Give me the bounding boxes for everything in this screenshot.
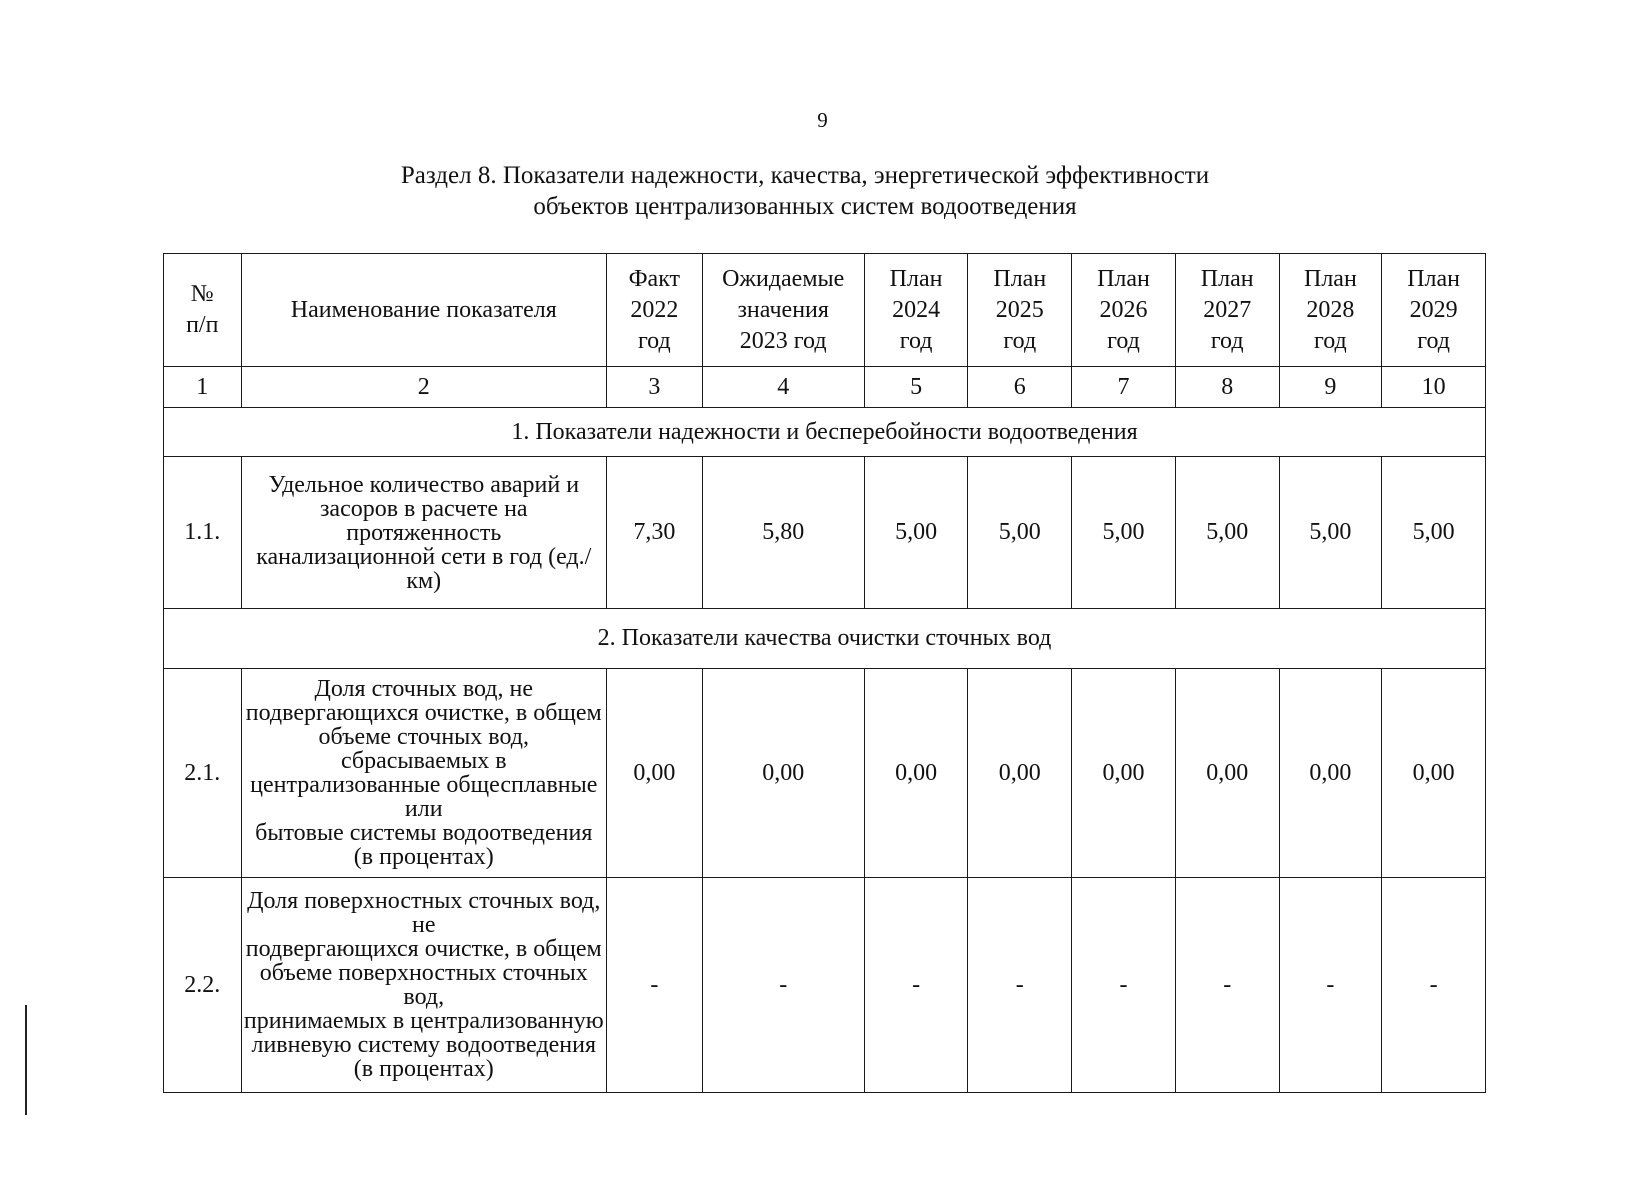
value-cell: 5,00 (1175, 457, 1279, 609)
column-number: 8 (1175, 367, 1279, 408)
value-cell: 0,00 (1072, 669, 1176, 878)
header-name: Наименование показателя (241, 254, 606, 367)
value-cell: 0,00 (607, 669, 703, 878)
value-cell: - (607, 878, 703, 1093)
header-plan-2029: План 2029 год (1382, 254, 1486, 367)
title-line-2: объектов централизованных систем водоотведения (533, 193, 1077, 220)
value-cell: - (1072, 878, 1176, 1093)
header-plan-2027: План 2027 год (1175, 254, 1279, 367)
table-row (164, 669, 1486, 878)
row-number: 2.2. (164, 878, 242, 1093)
value-cell: 0,00 (864, 669, 968, 878)
column-number: 2 (241, 367, 606, 408)
header-plan-2025: План 2025 год (968, 254, 1072, 367)
column-number: 6 (968, 367, 1072, 408)
value-cell: 0,00 (1382, 669, 1486, 878)
value-cell: 5,00 (864, 457, 968, 609)
indicator-name: Удельное количество аварий и засоров в расчете на протяженность канализационной сети в год (ед./км) (241, 457, 606, 609)
value-cell: 5,00 (1072, 457, 1176, 609)
column-number: 10 (1382, 367, 1486, 408)
value-cell: 0,00 (702, 669, 864, 878)
page-number: 9 (817, 108, 828, 132)
header-row (164, 254, 1486, 367)
section-title: 2. Показатели качества очистки сточных вод (164, 609, 1486, 669)
table-row (164, 457, 1486, 609)
value-cell: 0,00 (968, 669, 1072, 878)
header-plan-2024: План 2024 год (864, 254, 968, 367)
header-plan-2028: План 2028 год (1279, 254, 1382, 367)
value-cell: 7,30 (607, 457, 703, 609)
column-number: 3 (607, 367, 703, 408)
indicators-table (163, 253, 1486, 1093)
row-number: 2.1. (164, 669, 242, 878)
row-number: 1.1. (164, 457, 242, 609)
header-fact-2022: Факт 2022 год (607, 254, 703, 367)
column-number: 7 (1072, 367, 1176, 408)
value-cell: - (1382, 878, 1486, 1093)
value-cell: - (864, 878, 968, 1093)
value-cell: - (702, 878, 864, 1093)
column-number: 9 (1279, 367, 1382, 408)
indicator-name: Доля сточных вод, не подвергающихся очистке, в общем объеме сточных вод, сбрасываемых в централизованные общесплавные или бытовые системы водоотведения (в процентах) (241, 669, 606, 878)
value-cell: 5,00 (1279, 457, 1382, 609)
header-expected-2023: Ожидаемые значения 2023 год (702, 254, 864, 367)
header-num: № п/п (164, 254, 242, 367)
value-cell: - (1279, 878, 1382, 1093)
header-plan-2026: План 2026 год (1072, 254, 1176, 367)
value-cell: 0,00 (1279, 669, 1382, 878)
margin-mark (25, 1005, 27, 1115)
table-row (164, 878, 1486, 1093)
value-cell: 5,00 (968, 457, 1072, 609)
value-cell: 5,80 (702, 457, 864, 609)
column-number: 1 (164, 367, 242, 408)
value-cell: 5,00 (1382, 457, 1486, 609)
section-row (164, 609, 1486, 669)
value-cell: - (968, 878, 1072, 1093)
indicator-name: Доля поверхностных сточных вод, не подвергающихся очистке, в общем объеме поверхностных сточных вод, принимаемых в централизованную ливневую систему водоотведения (в процентах) (241, 878, 606, 1093)
column-number: 4 (702, 367, 864, 408)
document-title (0, 160, 1610, 222)
title-line-1: Раздел 8. Показатели надежности, качества, энергетической эффективности (400, 162, 1210, 189)
value-cell: 0,00 (1175, 669, 1279, 878)
section-title: 1. Показатели надежности и бесперебойности водоотведения (164, 408, 1486, 457)
column-numbers-row (164, 367, 1486, 408)
value-cell: - (1175, 878, 1279, 1093)
section-row (164, 408, 1486, 457)
column-number: 5 (864, 367, 968, 408)
